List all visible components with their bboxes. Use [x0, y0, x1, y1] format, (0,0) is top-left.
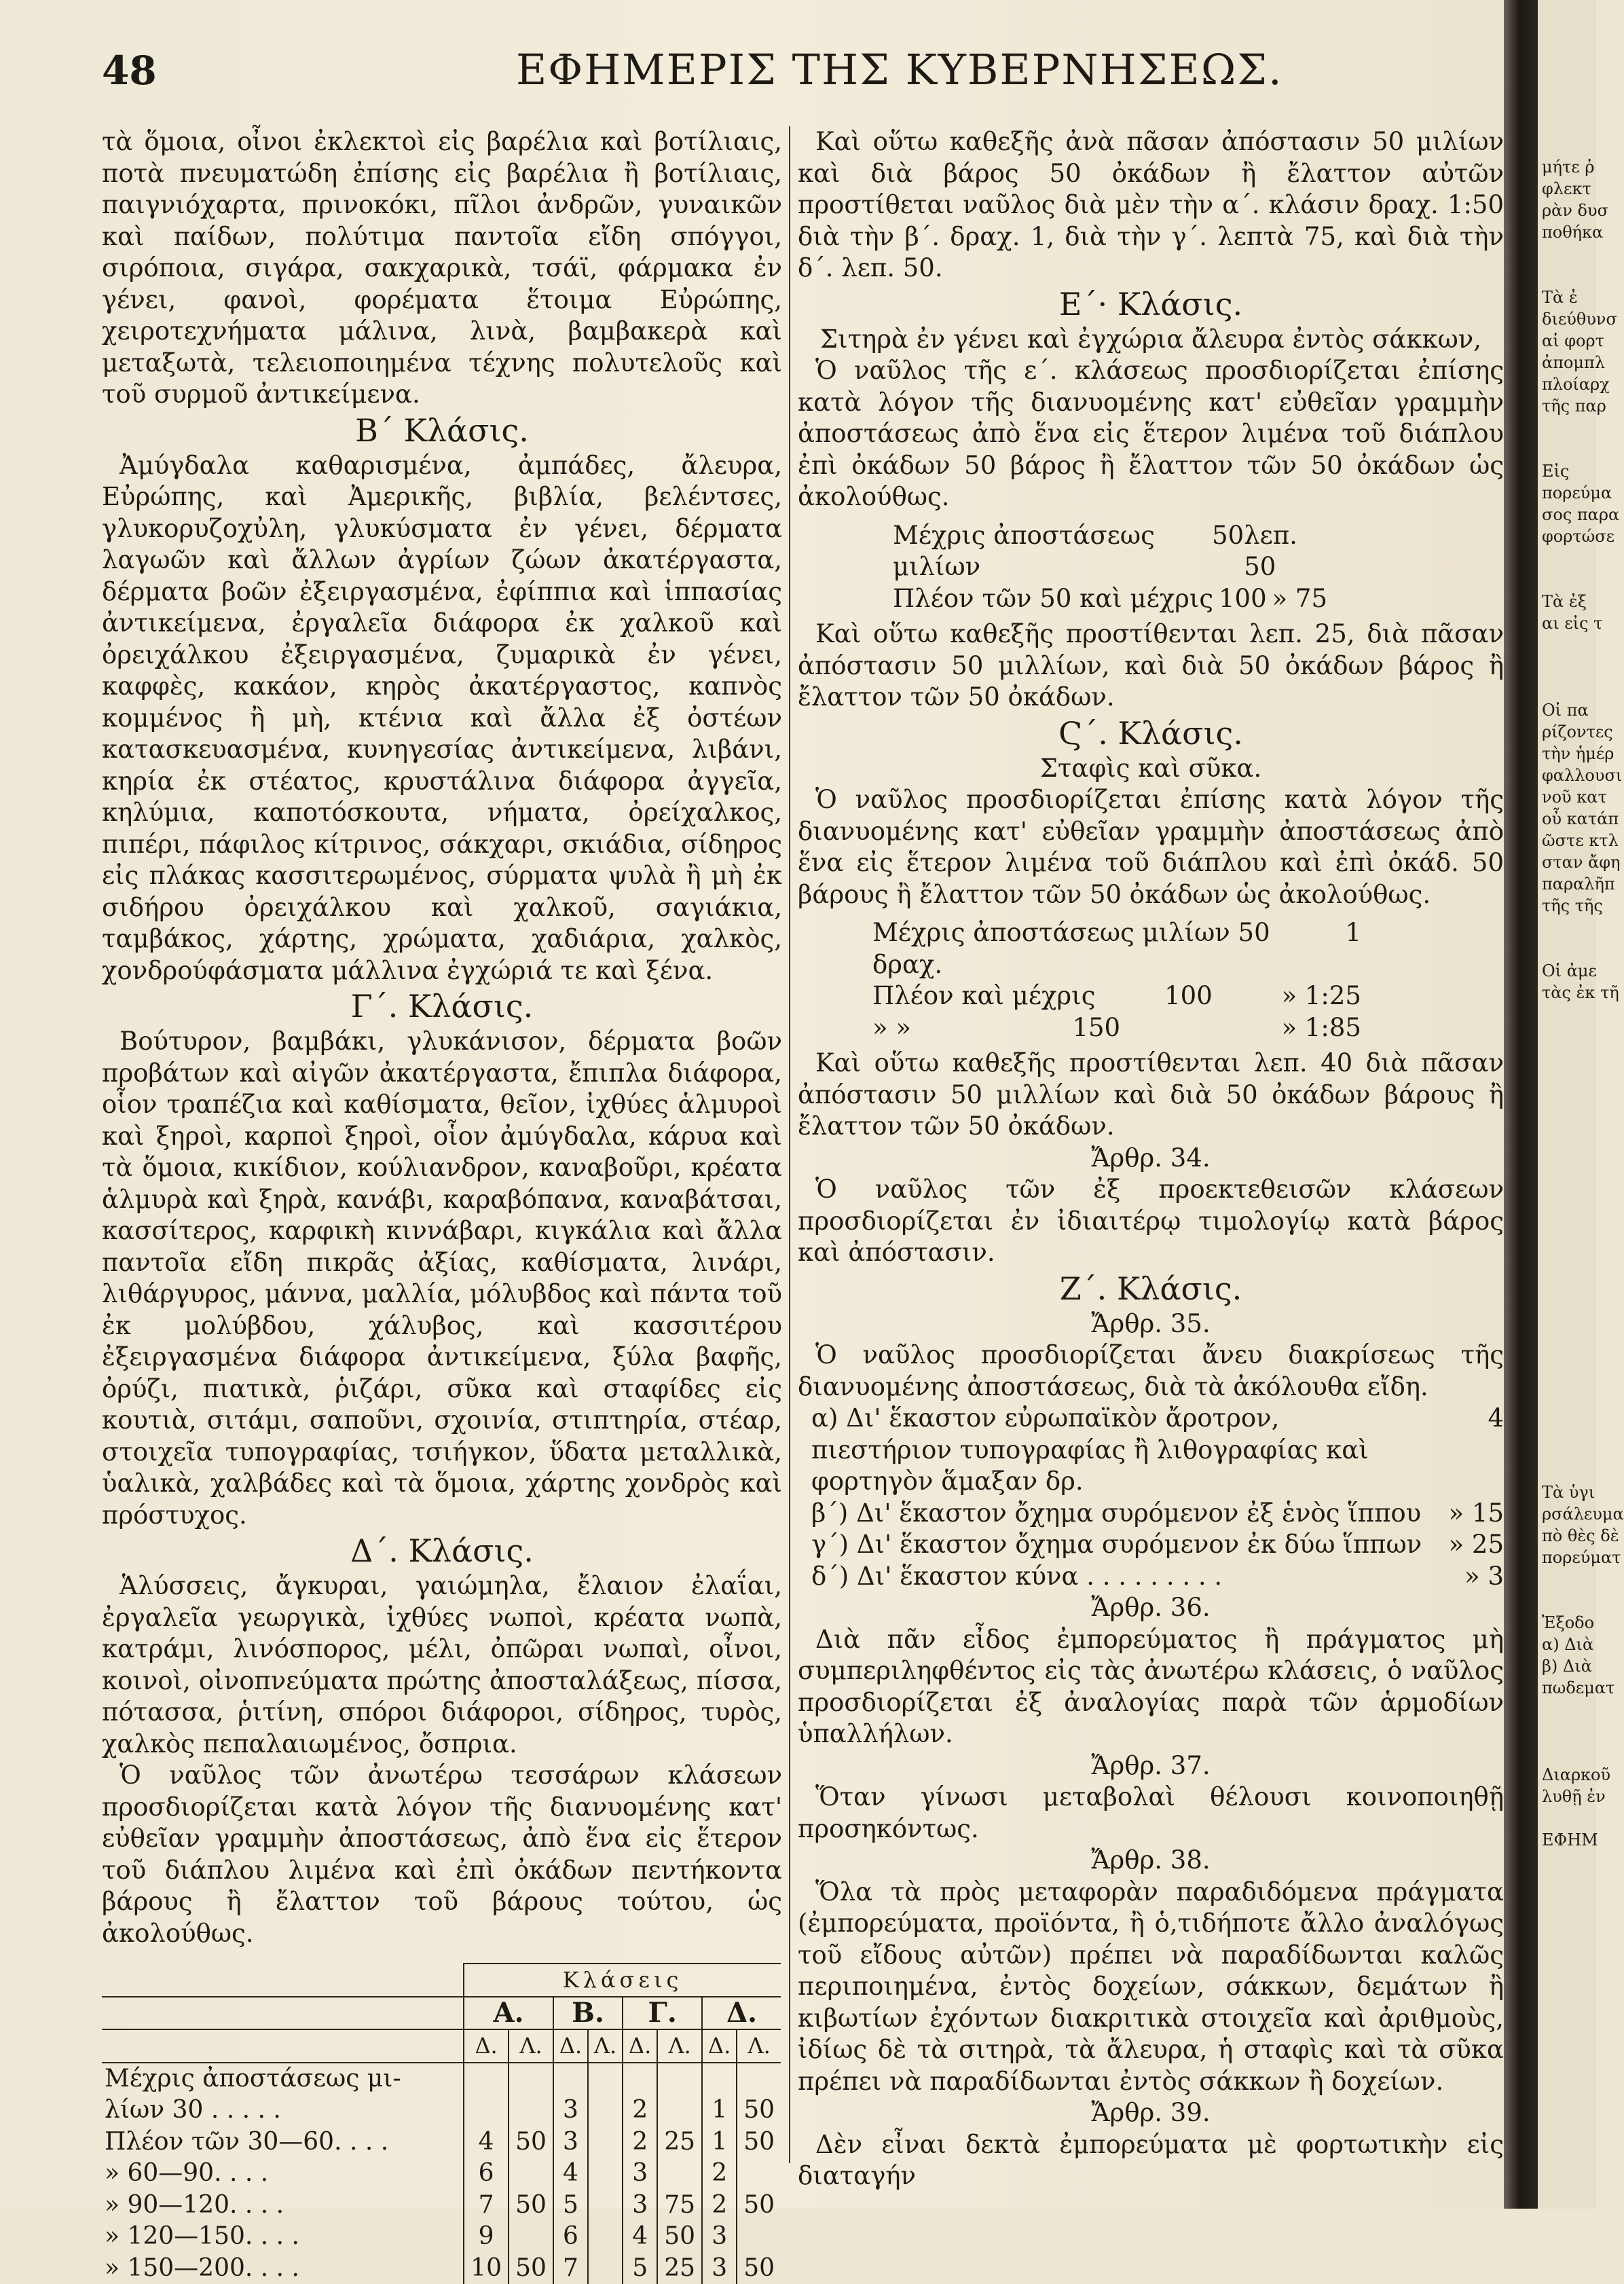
rate-cell: 5 [623, 2253, 657, 2284]
rate-cell [657, 2158, 702, 2190]
paragraph-class-e-increment: Καὶ οὕτω καθεξῆς προστίθενται λεπ. 25, διὰ πᾶσαν ἀπόστασιν 50 μιλλίων, καὶ διὰ 50 ὀκάδων βάρος ἢ ἔλαττον τῶν 50 ὀκάδων. [798, 619, 1504, 714]
article-39-text: Δὲν εἶναι δεκτὰ ἐμπορεύματα μὲ φορτωτικὴν εἰς διαταγήν [798, 2129, 1504, 2192]
article-35-heading: Ἄρθρ. 35. [798, 1308, 1504, 1340]
adjacent-line: β) Διὰ [1538, 1655, 1596, 1677]
adjacent-line [1538, 569, 1596, 591]
article-35-text: Ὁ ναῦλος προσδιορίζεται ἄνευ διακρίσεως τῆς διανυομένης ἀποστάσεως, διὰ τὰ ἀκόλουθα εἴδη. [798, 1340, 1504, 1403]
adjacent-line [1538, 1329, 1596, 1351]
adjacent-line [1538, 656, 1596, 678]
adjacent-line [1538, 1090, 1596, 1112]
rate-cell: 50 [737, 2253, 781, 2284]
unit-lepta: Λ. [737, 2029, 781, 2063]
adjacent-line [1538, 1720, 1596, 1742]
adjacent-line [1538, 243, 1596, 265]
paragraph-freight-rule: Ὁ ναῦλος τῶν ἀνωτέρω τεσσάρων κλάσεων προσδιορίζεται κατὰ λόγον τῆς διανυομένης κατ' εὐθεῖαν γραμμὴν ἀποστάσεως, ἀπὸ ἕνα εἰς ἕτερον τοῦ διάπλου λιμένα καὶ ἐπὶ ὀκάδων πεντήκοντα βάρους ἢ ἔλαττον τοῦ βάρους τούτου, ὡς ἀκολούθως. [102, 1760, 782, 1949]
adjacent-line: σταν ἄφη [1538, 851, 1596, 873]
adjacent-line [1538, 265, 1596, 287]
page-number: 48 [102, 48, 157, 94]
adjacent-line [1538, 1199, 1596, 1221]
rate-line: Πλέον καὶ μέχρις 100 » 1:25 [872, 980, 1361, 1012]
table-row [102, 2190, 781, 2222]
row-label: » 90—120. . . . [102, 2190, 464, 2222]
adjacent-line: τὰς ἐκ τῆ [1538, 982, 1596, 1003]
unit-drachma: Δ. [464, 2029, 509, 2063]
heading-class-c: Γ΄. Κλάσις. [102, 987, 782, 1026]
table-row [102, 2221, 781, 2253]
rate-rows [102, 2063, 781, 2284]
heading-class-d: Δ΄. Κλάσις. [102, 1531, 782, 1570]
adjacent-line [1538, 1264, 1596, 1286]
adjacent-line: Τὰ ἐξ [1538, 591, 1596, 612]
unit-drachma: Δ. [623, 2029, 657, 2063]
table-row [102, 2253, 781, 2284]
article-37-heading: Ἄρθρ. 37. [798, 1750, 1504, 1782]
rate-cell: 25 [657, 2126, 702, 2158]
adjacent-line [1538, 1112, 1596, 1134]
adjacent-line: πωδεματ [1538, 1677, 1596, 1699]
rate-cell: 3 [702, 2253, 737, 2284]
rate-line: Μέχρις ἀποστάσεως μιλίων 50 δραχ. 1 [872, 917, 1361, 980]
unit-lepta: Λ. [509, 2029, 553, 2063]
rate-cell: 3 [623, 2158, 657, 2190]
article-34-text: Ὁ ναῦλος τῶν ἐξ προεκτεθεισῶν κλάσεων προσδιορίζεται ἐν ἰδιαιτέρῳ τιμολογίῳ κατὰ βάρος καὶ ἀπόστασιν. [798, 1174, 1504, 1269]
rate-cell [588, 2095, 623, 2126]
rate-cell: 50 [737, 2095, 781, 2126]
adjacent-line [1538, 634, 1596, 656]
adjacent-line [1538, 1025, 1596, 1047]
adjacent-line [1538, 938, 1596, 960]
table-super-header: Κλάσεις [464, 1964, 781, 1997]
adjacent-line: πορεύμα [1538, 482, 1596, 504]
unit-lepta: Λ. [588, 2029, 623, 2063]
adjacent-line [1538, 1807, 1596, 1829]
table-group-d: Δ. [702, 1997, 781, 2030]
rate-cell [588, 2253, 623, 2284]
class-e-rates [798, 520, 1504, 615]
class-g-items [798, 1403, 1504, 1592]
adjacent-line: οὗ κατάπ [1538, 808, 1596, 830]
adjacent-line [1538, 1177, 1596, 1199]
unit-drachma: Δ. [553, 2029, 588, 2063]
table-row [102, 2126, 781, 2158]
adjacent-line [1538, 1460, 1596, 1481]
rate-cell: 4 [553, 2158, 588, 2190]
adjacent-line [1538, 1351, 1596, 1373]
adjacent-line [1538, 1568, 1596, 1590]
adjacent-line: α) Διὰ [1538, 1634, 1596, 1655]
adjacent-line [1538, 547, 1596, 569]
rate-cell: 50 [657, 2221, 702, 2253]
article-37-text: Ὅταν γίνωσι μεταβολαὶ θέλουσι κοινοποιηθῇ προσηκόντως. [798, 1782, 1504, 1845]
paragraph-continuation: τὰ ὅμοια, οἶνοι ἐκλεκτοὶ εἰς βαρέλια καὶ βοτίλιαις, ποτὰ πνευματώδη ἐπίσης εἰς βαρέλια ἢ βοτίλιαις, παιγνιόχαρτα, πρινοκόκι, πῖλοι ἀνδρῶν, γυναικῶν καὶ παίδων, πολύτιμα παντοῖα εἴδη σπόγγοι, σιρόποια, σιγάρα, σακχαρικὰ, τσάϊ, φάρμακα ἐν γένει, φανοὶ, φορέματα ἕτοιμα Εὐρώπης, χειροτεχνήματα μάλινα, λινὰ, βαμβακερὰ καὶ μεταξωτὰ, τελειοποιημένα τέχνης πολυτελοῦς καὶ τοῦ συρμοῦ ἀντικείμενα. [102, 126, 782, 411]
row-label: λίων 30 . . . . . [102, 2095, 464, 2126]
adjacent-line [1538, 1395, 1596, 1416]
rate-cell [588, 2126, 623, 2158]
item-line: β΄) Δι' ἕκαστον ὄχημα συρόμενον ἐξ ἑνὸς ἵππου » 15 [811, 1498, 1504, 1530]
adjacent-line: Οἱ πα [1538, 699, 1596, 721]
paragraph-class-c: Βούτυρον, βαμβάκι, γλυκάνισον, δέρματα βοῶν προβάτων καὶ αἰγῶν ἀκατέργαστα, ἔπιπλα διάφορα, οἷον τραπέζια καὶ καθίσματα, θεῖον, ἰχθύες ἁλμυροὶ καὶ ξηροὶ, καρποὶ ξηροὶ, οἷον ἀμύγδαλα, κάρυα καὶ τὰ ὅμοια, κικίδιον, κούλιανδρον, καναβοῦρι, κρέατα ἁλμυρὰ καὶ ξηρὰ, κανάβι, καραβόπανα, καναβάτσαι, κασσίτερος, καρφικὴ κιννάβαρι, κιγκάλια καὶ ἄλλα παντοῖα εἴδη πικρᾶς ἀξίας, καθίσματα, λινάρι, λιθάργυρος, μάννα, μαλλία, μόλυβδος καὶ πάντα τοῦ ἐκ μολύβδου, χάλυβος, καὶ κασσιτέρου ἐξειργασμένα διάφορα ἀντικείμενα, ξύλα βαφῆς, ὀρύζι, πιατικὰ, ῥιζάρι, σῦκα καὶ σταφίδες εἰς κουτιὰ, σιτάμι, σαποῦνι, σχοινία, στιπτηρία, στέαρ, στοιχεῖα τυπογραφίας, τσιήγκον, ὕδατα μεταλλικὰ, ὑαλικὰ, χαλβάδες καὶ τὰ ὅμοια, χάρτης χονδρὸς καὶ πρόστυχος. [102, 1026, 782, 1531]
rate-cell [737, 2221, 781, 2253]
rate-cell [509, 2158, 553, 2190]
adjacent-line: παραλῆπ [1538, 873, 1596, 895]
adjacent-line: Τὰ ἐ [1538, 287, 1596, 308]
binding-gutter [1504, 0, 1538, 2209]
adjacent-line: Οἱ ἀμε [1538, 960, 1596, 982]
column-rule [789, 126, 790, 2163]
paragraph-class-e: Ὁ ναῦλος τῆς ε΄. κλάσεως προσδιορίζεται ἐπίσης κατὰ λόγον τῆς διανυομένης κατ' εὐθεῖαν γραμμὴν ἀποστάσεως ἀπὸ ἕνα εἰς ἕτερον λιμένα τοῦ διάπλου ἐπὶ ὀκάδων 50 βάρος ἢ ἔλαττον τῶν 50 ὀκάδων ὡς ἀκολούθως. [798, 355, 1504, 513]
rate-cell: 25 [657, 2253, 702, 2284]
adjacent-line [1538, 1047, 1596, 1069]
heading-class-e: Ε΄· Κλάσις. [798, 284, 1504, 324]
adjacent-line: ῶστε κτλ [1538, 830, 1596, 851]
adjacent-line: ρίζοντες [1538, 721, 1596, 743]
rate-cell [737, 2158, 781, 2190]
adjacent-line: τῆς τῆς [1538, 895, 1596, 917]
adjacent-line: τῆς παρ [1538, 395, 1596, 417]
rate-cell: 2 [702, 2158, 737, 2190]
right-column [798, 126, 1504, 2192]
freight-rate-table [102, 1963, 781, 2284]
rate-cell [509, 2095, 553, 2126]
article-36-heading: Ἄρθρ. 36. [798, 1592, 1504, 1624]
row-label: » 120—150. . . . [102, 2221, 464, 2253]
adjacent-line [1538, 1373, 1596, 1395]
adjacent-line [1538, 1286, 1596, 1308]
rate-cell: 2 [702, 2190, 737, 2222]
article-38-text: Ὅλα τὰ πρὸς μεταφορὰν παραδιδόμενα πράγματα (ἐμπορεύματα, προϊόντα, ἢ ὁ,τιδήποτε ἄλλο ἀναλόγως τοῦ εἴδους αὐτῶν) πρέπει νὰ παραδίδωνται καλῶς περιποιημένα, ἐντὸς δοχείων, σάκκων, δεμάτων ἢ κιβωτίων ἐχόντων διακριτικὰ στοιχεῖα καὶ ἀριθμοὺς, ἰδίως δὲ τὰ σιτηρὰ, τὰ ἄλευρα, ἡ σταφὶς καὶ τὰ σῦκα πρέπει νὰ παραδίδωνται ἐντὸς σάκκων ἢ δοχείων. [798, 1877, 1504, 2098]
table-row [102, 2095, 781, 2126]
unit-lepta: Λ. [657, 2029, 702, 2063]
table-row [102, 2158, 781, 2190]
row-label: Μέχρις ἀποστάσεως μι- [102, 2063, 464, 2095]
rate-cell: 3 [553, 2095, 588, 2126]
rate-cell [464, 2095, 509, 2126]
paragraph-class-b: Ἀμύγδαλα καθαρισμένα, ἀμπάδες, ἄλευρα, Εὐρώπης, καὶ Ἀμερικῆς, βιβλία, βελέντσες, γλυκορυζοχὐλη, γλυκύσματα ἐν γένει, δέρματα λαγωῶν καὶ ἄλλων ἀγρίων ζώων ἀκατέργαστα, δέρματα βοῶν ἐξειργασμένα, ἐφίππια καὶ ἱππασίας ἀντικείμενα, ἐργαλεῖα διάφορα ἐκ χαλκοῦ καὶ ὀρειχάλκου ἐξειργασμένα, ζυμαρικὰ ἐν γένει, καφφὲς, κακάον, κηρὸς ἀκατέργαστος, καπνὸς κομμένος ἢ μὴ, κτένια καὶ ἄλλα ἐξ ὀστέων κατασκευασμένα, κυνηγεσίας ἀντικείμενα, λιβάνι, κηρία ἐκ στέατος, κρυστάλινα διάφορα ἀγγεῖα, κηλύμια, καποτόσκουτα, νήματα, ὀρείχαλκος, πιπέρι, πάφιλος κίτρινος, σάκχαρι, σκιάδια, σίδηρος εἰς πλάκας κασσιτερωμένος, σύρματα ψυλὰ ἢ μὴ ἐκ σιδήρου ὀρειχάλκου καὶ χαλκοῦ, σαγιάκια, ταμβάκος, χάρτης, χρώματα, χαδιάρια, χαλκὸς, χονδρούφάσματα μάλλινα ἐγχώριά τε καὶ ξένα. [102, 450, 782, 987]
rate-cell: 50 [737, 2126, 781, 2158]
rate-cell [509, 2221, 553, 2253]
adjacent-line: ρὰν δυσ [1538, 200, 1596, 221]
row-label: Πλέον τῶν 30—60. . . . [102, 2126, 464, 2158]
adjacent-page-fragment [1538, 0, 1596, 2209]
adjacent-line: Τὰ ὑγι [1538, 1481, 1596, 1503]
heading-class-g: Ζ΄. Κλάσις. [798, 1269, 1504, 1308]
item-line: γ΄) Δι' ἕκαστον ὄχημα συρόμενον ἐκ δύω ἵππων » 25 [811, 1529, 1504, 1561]
unit-drachma: Δ. [702, 2029, 737, 2063]
adjacent-line: Ἐξοδο [1538, 1612, 1596, 1634]
paragraph-class-f-increment: Καὶ οὕτω καθεξῆς προστίθενται λεπ. 40 διὰ πᾶσαν ἀπόστασιν 50 μιλλίων καὶ διὰ 50 ὀκάδων βάρους ἢ ἔλαττον τῶν 50 ὀκάδων. [798, 1048, 1504, 1143]
heading-class-f: Ϛ΄. Κλάσις. [798, 714, 1504, 753]
adjacent-line [1538, 1134, 1596, 1156]
article-38-heading: Ἄρθρ. 38. [798, 1845, 1504, 1877]
class-f-rates [798, 917, 1504, 1044]
rate-cell: 1 [702, 2095, 737, 2126]
article-39-heading: Ἄρθρ. 39. [798, 2097, 1504, 2129]
rate-cell: 50 [509, 2190, 553, 2222]
adjacent-line [1538, 1242, 1596, 1264]
article-34-heading: Ἄρθρ. 34. [798, 1143, 1504, 1175]
adjacent-line: φλεκτ [1538, 178, 1596, 200]
rate-cell: 5 [553, 2190, 588, 2222]
adjacent-line: Εἰς [1538, 460, 1596, 482]
rate-cell: 9 [464, 2221, 509, 2253]
row-label: » 150—200. . . . [102, 2253, 464, 2284]
table-group-b: Β. [553, 1997, 623, 2030]
paragraph-class-f: Ὁ ναῦλος προσδιορίζεται ἐπίσης κατὰ λόγον τῆς διανυομένης κατ' εὐθεῖαν γραμμὴν ἀποστάσεως ἀπὸ ἕνα εἰς ἕτερον λιμένα τοῦ διάπλου καὶ ἐπὶ ὀκάδ. 50 βάρους ἢ ἔλαττον τῶν 50 ὀκάδων ὡς ἀκολούθως. [798, 784, 1504, 910]
table-row [102, 2063, 781, 2095]
adjacent-line [1538, 1438, 1596, 1460]
rate-cell: 4 [623, 2221, 657, 2253]
adjacent-line [1538, 1699, 1596, 1720]
adjacent-line [1538, 1590, 1596, 1612]
rate-cell: 4 [464, 2126, 509, 2158]
adjacent-line: αἱ φορτ [1538, 330, 1596, 352]
adjacent-line: ΕΦΗΜ [1538, 1829, 1596, 1851]
item-line: δ΄) Δι' ἕκαστον κύνα . . . . . . . . . » 3 [811, 1561, 1504, 1593]
adjacent-line: μήτε ῥ [1538, 156, 1596, 178]
adjacent-line: Διαρκοῦ [1538, 1764, 1596, 1786]
adjacent-line: πλοίαρχ [1538, 373, 1596, 395]
left-column [102, 126, 782, 2284]
rate-line: Πλέον τῶν 50 καὶ μέχρις 100 » 75 [893, 583, 1327, 615]
adjacent-line: ρσάλευμα [1538, 1503, 1596, 1525]
rate-cell [588, 2221, 623, 2253]
rate-cell: 50 [737, 2190, 781, 2222]
class-f-goods: Σταφὶς καὶ σῦκα. [798, 753, 1504, 785]
adjacent-line: ἀπομπλ [1538, 352, 1596, 373]
rate-cell: 10 [464, 2253, 509, 2284]
adjacent-line: φορτώσε [1538, 526, 1596, 547]
adjacent-line: λυθῇ ἐν [1538, 1786, 1596, 1807]
adjacent-line [1538, 1156, 1596, 1177]
rate-cell: 7 [553, 2253, 588, 2284]
rate-cell: 3 [553, 2126, 588, 2158]
adjacent-line: αι εἰς τ [1538, 612, 1596, 634]
rate-cell [588, 2190, 623, 2222]
table-group-c: Γ. [623, 1997, 702, 2030]
rate-line: » » 150 » 1:85 [872, 1012, 1361, 1044]
rate-line: Μέχρις ἀποστάσεως μιλίων 50 λεπ. 50 [893, 520, 1327, 583]
adjacent-line: πὸ θὲς δὲ [1538, 1525, 1596, 1547]
heading-class-b: Β΄ Κλάσις. [102, 411, 782, 450]
rate-cell [588, 2158, 623, 2190]
rate-cell: 2 [623, 2095, 657, 2126]
rate-cell: 7 [464, 2190, 509, 2222]
item-line: α) Δι' ἕκαστον εὐρωπαϊκὸν ἄροτρον, πιεστήριον τυπογραφίας ἢ λιθογραφίας καὶ φορτηγὸν ἅμαξαν δρ. 4 [811, 1403, 1504, 1498]
article-36-text: Διὰ πᾶν εἶδος ἐμπορεύματος ἢ πράγματος μὴ συμπεριληφθέντος εἰς τὰς ἀνωτέρω κλάσεις, ὁ ναῦλος προσδιορίζεται ἐξ ἀναλογίας παρὰ τῶν ἁρμοδίων ὑπαλλήλων. [798, 1624, 1504, 1750]
adjacent-line [1538, 1069, 1596, 1090]
adjacent-line [1538, 1308, 1596, 1329]
adjacent-line [1538, 417, 1596, 439]
rate-cell: 6 [464, 2158, 509, 2190]
adjacent-line: πορεύματ [1538, 1547, 1596, 1568]
table-group-a: Α. [464, 1997, 553, 2030]
masthead-title: ΕΦΗΜΕΡΙΣ ΤΗΣ ΚΥΒΕΡΝΗΣΕΩΣ. [516, 45, 1283, 94]
adjacent-line [1538, 678, 1596, 699]
adjacent-line [1538, 1416, 1596, 1438]
adjacent-line: νοῦ κατ [1538, 786, 1596, 808]
paragraph-class-d: Ἁλύσσεις, ἄγκυραι, γαιώμηλα, ἔλαιον ἐλαΐαι, ἐργαλεῖα γεωργικὰ, ἰχθύες νωποὶ, κρέατα νωπὰ, κατράμι, λινόσπορος, μέλι, ὀπῶραι νωπαὶ, οἶνοι, κοινοὶ, οἰνοπνεύματα πρώτης ἀποσταλάξεως, πίσσα, πότασσα, ῥιτίνη, σπόροι διάφοροι, σίδηρος, τυρὸς, χαλκὸς πεπαλαιωμένος, ὄσπρια. [102, 1570, 782, 1760]
adjacent-line [1538, 439, 1596, 460]
adjacent-line: σος παρα [1538, 504, 1596, 526]
rate-cell: 1 [702, 2126, 737, 2158]
row-label: » 60—90. . . . [102, 2158, 464, 2190]
adjacent-line: διεύθυνσ [1538, 308, 1596, 330]
rate-cell: 50 [509, 2253, 553, 2284]
rate-cell: 3 [623, 2190, 657, 2222]
rate-cell [657, 2095, 702, 2126]
adjacent-line [1538, 1221, 1596, 1242]
adjacent-line: ποθήκα [1538, 221, 1596, 243]
adjacent-line [1538, 917, 1596, 938]
adjacent-line: φαλλουσι [1538, 765, 1596, 786]
rate-cell: 75 [657, 2190, 702, 2222]
rate-cell: 3 [702, 2221, 737, 2253]
class-e-goods: Σιτηρὰ ἐν γένει καὶ ἐγχώρια ἄλευρα ἐντὸς σάκκων, [798, 324, 1504, 356]
rate-cell: 6 [553, 2221, 588, 2253]
paragraph-continuation-right: Καὶ οὕτω καθεξῆς ἀνὰ πᾶσαν ἀπόστασιν 50 μιλίων καὶ διὰ βάρος 50 ὀκάδων ἢ ἔλαττον αὐτῶν προστίθεται ναῦλος διὰ μὲν τὴν α΄. κλάσιν δραχ. 1:50 διὰ τὴν β΄. δραχ. 1, διὰ τὴν γ΄. λεπτὰ 75, καὶ διὰ τὴν δ΄. λεπ. 50. [798, 126, 1504, 284]
rate-cell: 50 [509, 2126, 553, 2158]
adjacent-line: τὴν ἡμέρ [1538, 743, 1596, 765]
adjacent-line [1538, 1742, 1596, 1764]
rate-cell: 2 [623, 2126, 657, 2158]
adjacent-line [1538, 1003, 1596, 1025]
